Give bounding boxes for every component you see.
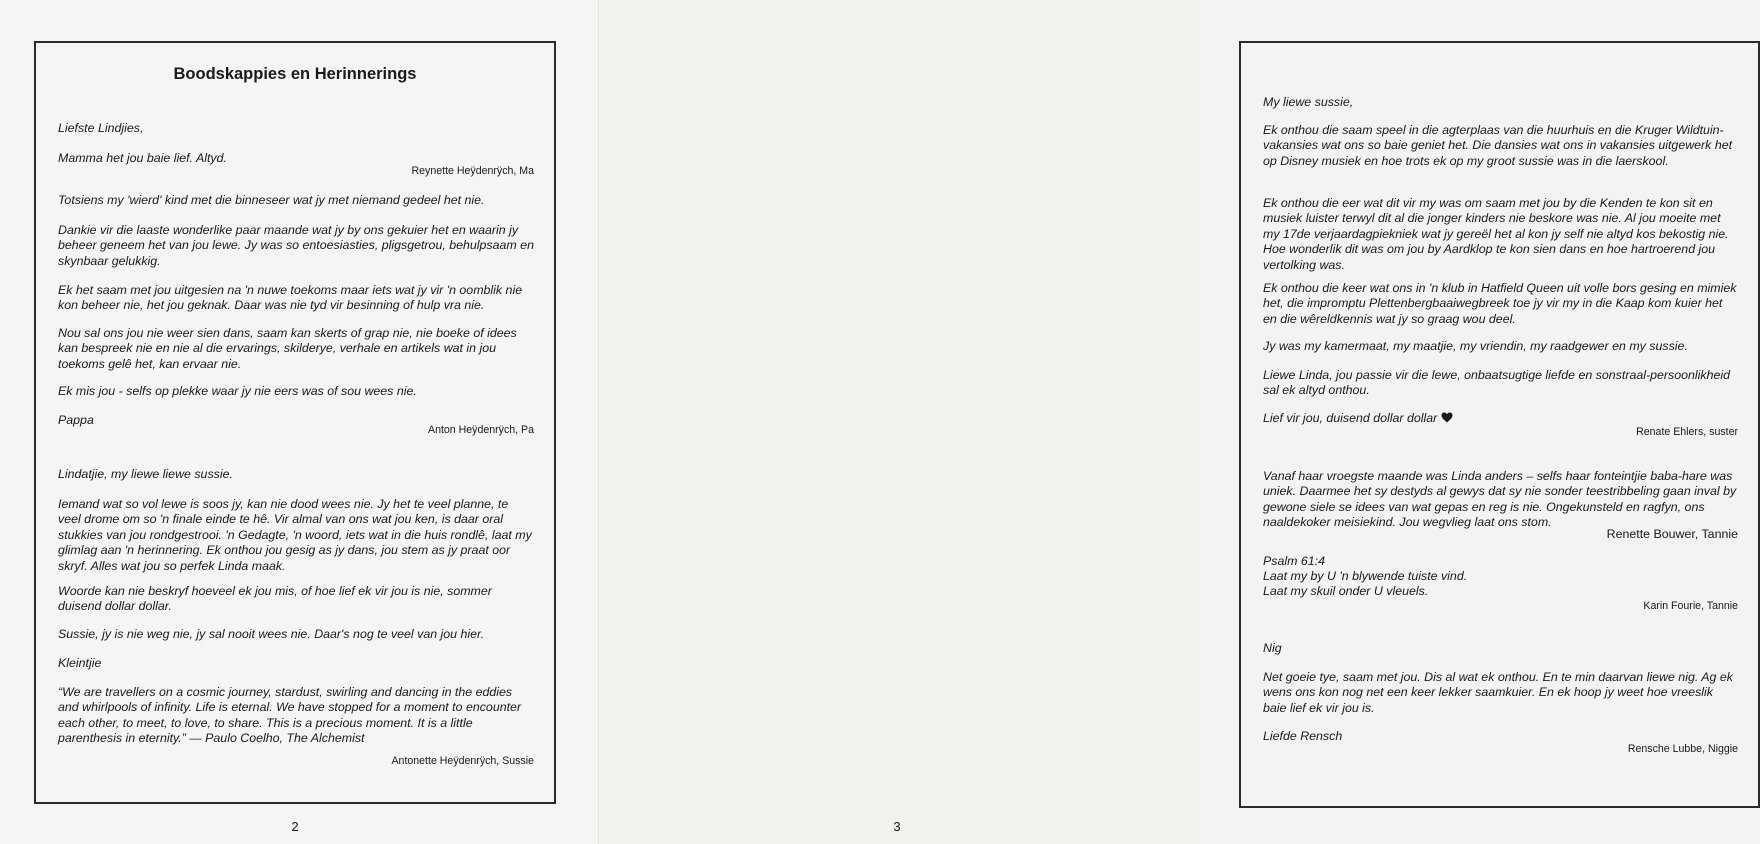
ma-signature: Reynette Heÿdenrÿch, Ma [411,165,534,177]
psalm-line-1: Laat my by U 'n blywende tuiste vind. [1263,569,1468,583]
pa-signature: Anton Heÿdenrÿch, Pa [428,424,534,436]
ma-greeting: Liefste Lindjies, [58,121,144,135]
pa-paragraph-2: Dankie vir die laaste wonderlike paar maande wat jy by ons gekuier het en waarin jy beheer geneem het van jou lewe. Jy was so entoesiasties, pligsgetrou, behulpsaam en skynbaar gelukkig. [58,223,534,268]
ma-message: Mamma het jou baie lief. Altyd. [58,151,227,165]
psalm-line-2: Laat my skuil onder U vleuels. [1263,584,1429,598]
page-number-right: 3 [893,819,901,834]
suster-closing-text: Lief vir jou, duisend dollar dollar [1263,411,1438,425]
suster-paragraph-4: Jy was my kamermaat, my maatjie, my vriendin, my raadgewer en my sussie. [1263,339,1688,353]
pa-closing: Pappa [58,413,94,427]
niggie-closing: Liefde Rensch [1263,729,1343,743]
suster-signature: Renate Ehlers, suster [1636,426,1738,438]
niggie-greeting: Nig [1263,641,1282,655]
niggie-signature: Rensche Lubbe, Niggie [1627,743,1738,755]
page-title: Boodskappies en Herinnerings [173,65,417,83]
sussie-greeting: Lindatjie, my liewe liewe sussie. [58,467,233,481]
right-page-frame [1239,41,1760,808]
suster-greeting: My liewe sussie, [1263,95,1354,109]
tannie-karin-signature: Karin Fourie, Tannie [1643,600,1738,612]
suster-paragraph-1: Ek onthou die saam speel in die agterplaas van die huurhuis en die Kruger Wildtuin-vakansies wat ons so baie geniet het. Die dansies wat ons in vakansies uitgewerk het op Disney musiek en hoe trots ek op my groot sussie was in die laerskool. [1263,123,1733,168]
suster-closing [1263,411,1738,426]
suster-paragraph-5: Liewe Linda, jou passie vir die lewe, onbaatsugtige liefde en sonstraal-persoonlikheid sal ek altyd onthou. [1263,368,1731,398]
page-number-left: 2 [291,819,299,834]
tannie-renette-message: Vanaf haar vroegste maande was Linda anders – selfs haar fonteintjie baba-hare was uniek. Daarmee het sy destyds al gewys dat sy nie sonder teestribbeling gaan inval by gewone siele se idees van wat gepas en reg is nie. Ongekunsteld en ragfyn, ons naaldekoker meisiekind. Jou wegvlieg laat ons stom. [1263,469,1737,530]
suster-paragraph-3: Ek onthou die keer wat ons in 'n klub in Hatfield Queen uit volle bors gesing en mimiek het, die impromptu Plettenbergbaaiwegbreek toe jy vir my in die Kaap kom kuier het en die wêreldkennis wat jy so graag wou deel. [1263,281,1737,326]
sussie-signature: Antonette Heÿdenrÿch, Sussie [391,755,534,767]
pa-paragraph-3: Ek het saam met jou uitgesien na 'n nuwe toekoms maar iets wat jy vir 'n oomblik nie kon beheer nie, het jou geknak. Daar was nie tyd vir besinning of hulp vra nie. [58,283,523,313]
tannie-renette-signature: Renette Bouwer, Tannie [1606,527,1738,541]
niggie-message: Net goeie tye, saam met jou. Dis al wat ek onthou. En te min daarvan liewe nig. Ag ek wens ons kon nog net een keer lekker saamkuier. En ek hoop jy weet hoe vreeslik baie lief ek vir jou is. [1263,670,1733,715]
left-page [0,0,600,844]
sussie-paragraph-2: Woorde kan nie beskryf hoeveel ek jou mis, of hoe lief ek vir jou is nie, sommer duisend dollar dollar. [58,584,492,614]
psalm-reference: Psalm 61:4 [1263,554,1325,568]
suster-paragraph-2: Ek onthou die eer wat dit vir my was om saam met jou by die Kenden te kon sit en musiek luister terwyl dit al die jonger kinders nie beskore was nie. Al jou moeite met my 17de verjaardagpiekniek wat jy gereël het al kon jy self nie altyd kos bekostig nie. Hoe wonderlik dit was om jou by Aardklop te kon sien dans en hoe hartroerend jou vertolking was. [1263,196,1729,272]
sussie-paragraph-3: Sussie, jy is nie weg nie, jy sal nooit wees nie. Daar's nog te veel van jou hier. [58,627,485,641]
sussie-paragraph-1: Iemand wat so vol lewe is soos jy, kan nie dood wees nie. Jy het te veel planne, te veel drome om so 'n finale einde te hê. Vir almal van ons wat jou ken, is daar oral stukkies van jou rondgestrooi. 'n Gedagte, 'n woord, iets wat in die huis rondlê, laat my glimlag aan 'n herinnering. Ek onthou jou gesig as jy dans, jou stem as jy praat oor skryf. Alles wat jou so perfek Linda maak. [58,497,532,573]
heart-icon [1441,412,1453,423]
left-page-frame [34,41,556,804]
pa-paragraph-5: Ek mis jou - selfs op plekke waar jy nie eers was of sou wees nie. [58,384,417,398]
right-page [600,0,1738,844]
pa-paragraph-4: Nou sal ons jou nie weer sien dans, saam kan skerts of grap nie, nie boeke of idees kan bespreek nie en nie al die ervarings, skilderye, verhale en artikels wat in jou toekoms gelê het, kan ervaar nie. [58,326,517,371]
pa-paragraph-1: Totsiens my 'wierd' kind met die binneseer wat jy met niemand gedeel het nie. [58,193,485,207]
sussie-closing: Kleintjie [58,656,102,670]
alchemist-quote: “We are travellers on a cosmic journey, stardust, swirling and dancing in the eddies and whirlpools of infinity. Life is eternal. We have stopped for a moment to encounter each other, to meet, to love, to share. This is a precious moment. It is a little parenthesis in eternity.” — Paulo Coelho, The Alchemist [58,685,522,746]
